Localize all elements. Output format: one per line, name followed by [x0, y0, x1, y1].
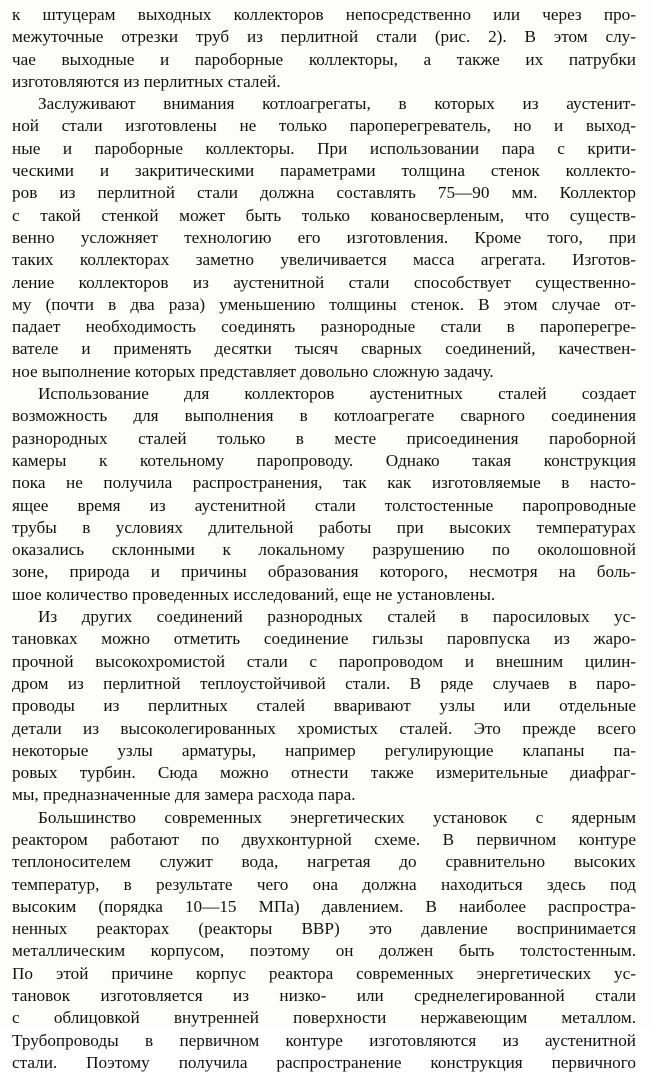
- text-line: некоторые узлы арматуры, например регулирующие клапаны па-: [12, 740, 636, 760]
- text-line: Использование для коллекторов аустенитных сталей создает: [38, 384, 636, 404]
- text-line: проводы из перлитных сталей вваривают узлы или отдельные: [12, 696, 636, 716]
- text-line: возможность для выполнения в котлоагрегате сварного соединения: [12, 406, 636, 426]
- text-line: с облицовкой внутренней поверхности нержавеющим металлом.: [12, 1008, 636, 1028]
- text-line: вателе и применять десятки тысяч сварных соединений, качествен-: [12, 339, 636, 359]
- text-line: температур, в результате чего она должна находиться здесь под: [12, 874, 636, 894]
- text-line: пока не получила распространения, так как изготовляемые в насто-: [12, 473, 636, 493]
- text-line: шое количество проведенных исследований, еще не установлены.: [12, 584, 496, 604]
- paragraph: [12, 606, 636, 807]
- text-line: ящее время из аустенитной стали толстостенные паропроводные: [12, 495, 636, 515]
- text-line: металлическим корпусом, поэтому он должен быть толстостенным.: [12, 941, 636, 961]
- text-line: ровых турбин. Сюда можно отнести также измерительные диафраг-: [12, 763, 636, 783]
- text-line: тановках можно отметить соединение гильзы паровпуска из жаро-: [12, 629, 636, 649]
- text-line: ненных реакторах (реакторы ВВР) это давление воспринимается: [12, 919, 636, 939]
- paragraph: [12, 4, 636, 93]
- text-line: к штуцерам выходных коллекторов непосредственно или через про-: [12, 5, 636, 24]
- paragraph: [12, 807, 636, 1074]
- paragraph: [12, 93, 636, 383]
- text-line: разнородных сталей только в месте присоединения пароборной: [12, 428, 636, 448]
- text-line: прочной высокохромистой стали с паропроводом и внешним цилин-: [12, 651, 636, 671]
- text-line: ное выполнение которых представляет довольно сложную задачу.: [12, 361, 494, 381]
- text-line: с такой стенкой может быть только кованосверленым, что существ-: [12, 205, 636, 225]
- text-line: Из других соединений разнородных сталей в паросиловых ус-: [38, 607, 636, 627]
- text-line: межуточные отрезки труб из перлитной стали (рис. 2). В этом слу-: [12, 27, 636, 47]
- text-line: Заслуживают внимания котлоагрегаты, в которых из аустенит-: [38, 94, 636, 114]
- text-line: му (почти в два раза) уменьшению толщины стенок. В этом случае от-: [12, 294, 636, 314]
- text-line: ление коллекторов из аустенитной стали способствует существенно-: [12, 272, 636, 292]
- text-line: таких коллекторах заметно увеличивается масса агрегата. Изготов-: [12, 250, 636, 270]
- text-line: камеры к котельному паропроводу. Однако такая конструкция: [12, 450, 636, 470]
- text-line: По этой причине корпус реактора современных энергетических ус-: [12, 963, 636, 983]
- text-line: высоким (порядка 10—15 МПа) давлением. В наиболее распростра-: [12, 896, 636, 916]
- text-line: трубы в условиях длительной работы при высоких температурах: [12, 517, 636, 537]
- text-line: венно усложняет технологию его изготовления. Кроме того, при: [12, 227, 636, 247]
- text-line: детали из высоколегированных хромистых сталей. Это прежде всего: [12, 718, 636, 738]
- text-line: ров из перлитной стали должна составлять 75—90 мм. Коллектор: [12, 183, 636, 203]
- text-line: изготовляются из перлитных сталей.: [12, 71, 281, 91]
- text-line: дром из перлитной теплоустойчивой стали. В ряде случаев в паро-: [12, 673, 636, 693]
- text-line: стали. Поэтому получила распространение конструкция первичного: [12, 1052, 636, 1072]
- text-line: мы, предназначенные для замера расхода пара.: [12, 785, 356, 805]
- text-line: ческими и закритическими параметрами толщина стенок коллекто-: [12, 161, 636, 181]
- text-line: зоне, природа и причины образования которого, несмотря на боль-: [12, 562, 636, 582]
- paragraph: [12, 383, 636, 606]
- text-column: [12, 4, 636, 1074]
- text-line: чае выходные и пароборные коллекторы, а также их патрубки: [12, 49, 636, 69]
- text-line: тановок изготовляется из низко- или среднелегированной стали: [12, 986, 636, 1006]
- text-line: ной стали изготовлены не только пароперегреватель, но и выход-: [12, 116, 636, 136]
- text-line: теплоносителем служит вода, нагретая до сравнительно высоких: [12, 852, 636, 872]
- text-line: ные и пароборные коллекторы. При использовании пара с крити-: [12, 138, 636, 158]
- text-line: оказались склонными к локальному разрушению по околошовной: [12, 540, 636, 560]
- text-line: Большинство современных энергетических установок с ядерным: [38, 807, 636, 827]
- text-line: Трубопроводы в первичном контуре изготовляются из аустенитной: [12, 1030, 636, 1050]
- text-line: реактором работают по двухконтурной схеме. В первичном контуре: [12, 829, 636, 849]
- text-line: падает необходимость соединять разнородные стали в пароперегре-: [12, 317, 636, 337]
